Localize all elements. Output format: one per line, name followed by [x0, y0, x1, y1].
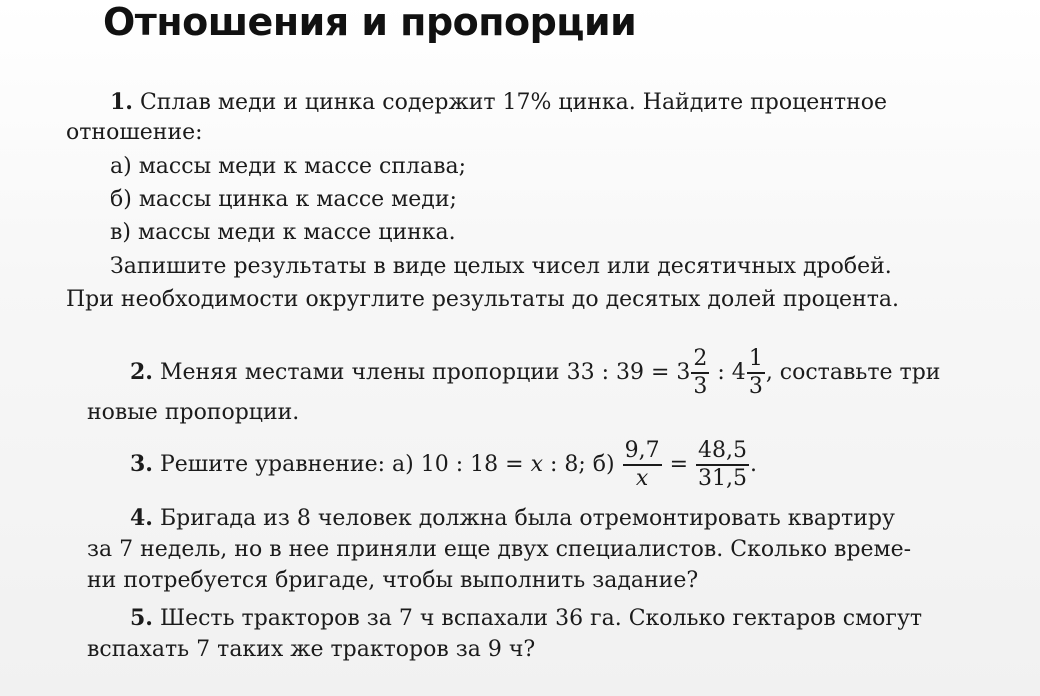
fraction-denominator: 31,5 [698, 466, 748, 491]
problem-2-lead: Меняя местами члены пропорции 33 : 39 = 3 [159, 360, 691, 385]
fraction-numerator: 1 [748, 346, 763, 371]
problem-4-number: 4. [130, 505, 153, 531]
problem-4-line-1 [130, 504, 895, 533]
problem-1-item-a: а) массы меди к массе сплава; [110, 154, 467, 179]
problem-5-line-2: вспахать 7 таких же тракторов за 9 ч? [87, 637, 536, 662]
problem-3-line-1 [130, 436, 757, 493]
problem-3-end: . [750, 452, 758, 477]
problem-5-text-1: Шесть тракторов за 7 ч вспахали 36 га. Сколько гектаров смогут [159, 606, 923, 631]
problem-2-line-2: новые пропорции. [87, 400, 300, 425]
fraction-485-over-315 [696, 440, 749, 490]
variable-x: x [530, 452, 543, 477]
problem-2-mid: : 4 [710, 360, 746, 385]
fraction-denominator: x [635, 466, 649, 491]
problem-3-lead: Решите уравнение: а) 10 : 18 = [159, 452, 531, 477]
fraction-one-third [747, 348, 765, 398]
problem-1-item-c: в) массы меди к массе цинка. [110, 220, 456, 245]
fraction-denominator: 3 [748, 374, 763, 399]
problem-2-line-1 [130, 347, 940, 398]
problem-1-item-b: б) массы цинка к массе меди; [110, 187, 457, 212]
equals-sign: = [662, 452, 696, 477]
fraction-numerator: 48,5 [698, 438, 748, 463]
problem-1-text-1: Сплав меди и цинка содержит 17% цинка. Найдите процентное [139, 90, 888, 115]
fraction-numerator: 2 [693, 346, 708, 371]
problem-5-number: 5. [130, 605, 153, 631]
problem-1-line-1 [110, 88, 887, 117]
problem-1-line-2: отношение: [66, 120, 203, 145]
fraction-two-thirds [691, 348, 709, 398]
problem-3-number: 3. [130, 451, 153, 477]
fraction-numerator: 9,7 [624, 438, 660, 463]
problem-1-number: 1. [110, 89, 133, 115]
problem-1-line-6: Запишите результаты в виде целых чисел или десятичных дробей. [110, 254, 892, 279]
problem-2-tail: , составьте три [765, 360, 941, 385]
problem-1-line-7: При необходимости округлите результаты до десятых долей процента. [66, 287, 899, 312]
page-title: Отношения и пропорции [103, 0, 637, 44]
problem-4-line-3: ни потребуется бригаде, чтобы выполнить задание? [87, 568, 699, 593]
problem-4-line-2: за 7 недель, но в нее приняли еще двух специалистов. Сколько време- [87, 537, 912, 562]
problem-2-number: 2. [130, 359, 153, 385]
fraction-97-over-x [623, 440, 662, 490]
problem-4-text-1: Бригада из 8 человек должна была отремонтировать квартиру [159, 506, 895, 531]
problem-5-line-1 [130, 604, 922, 633]
problem-3-part-2: : 8; б) [542, 452, 622, 477]
fraction-denominator: 3 [693, 374, 708, 399]
